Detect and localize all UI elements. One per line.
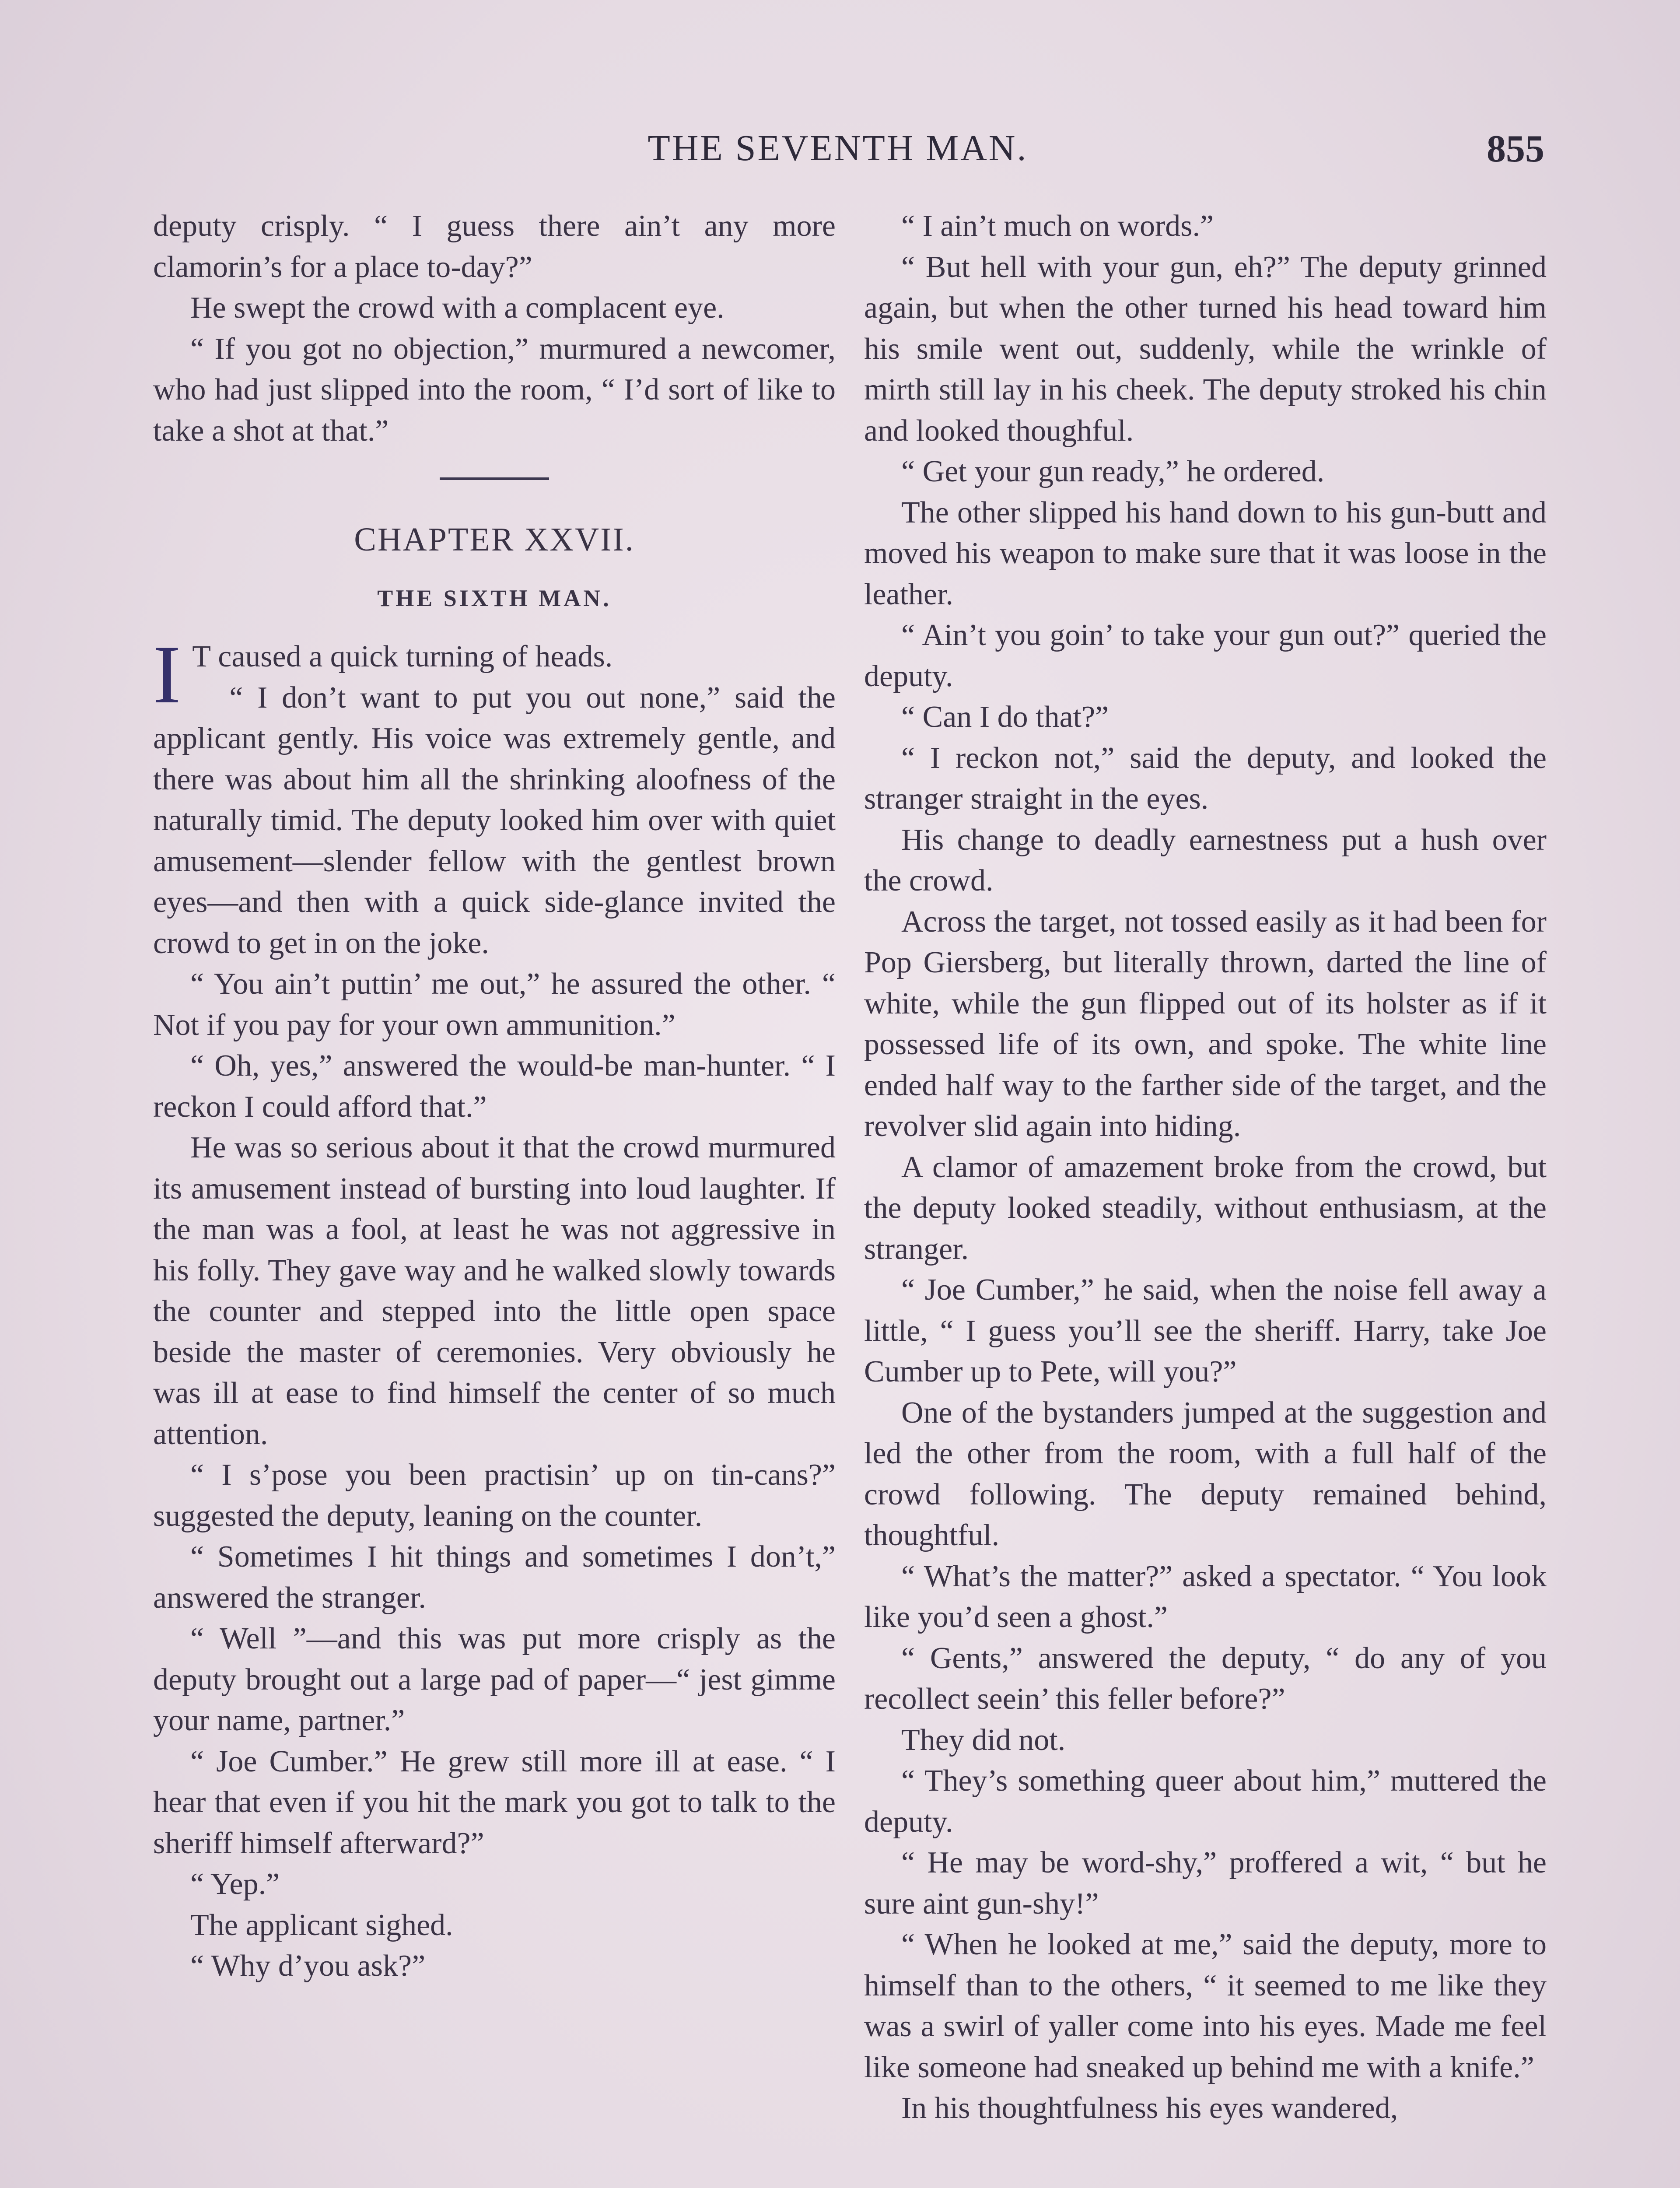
running-head: THE SEVENTH MAN. [648, 128, 1028, 168]
paragraph: “ When he looked at me,” said the deputy, more to himself than to the others, “ it seemed to me like they was a swirl of yaller come into his eyes. Made me feel like someone had sneaked up behind me with a knife.” [864, 1928, 1547, 2084]
page-header [131, 127, 1544, 184]
paragraph: “ Well ”—and this was put more crisply as the deputy brought out a large pad of paper—“ jest gimme your name, partner.” [153, 1622, 836, 1737]
paragraph: “ He may be word-shy,” proffered a wit, “ but he sure aint gun-shy!” [864, 1846, 1547, 1921]
paragraph: “ Ain’t you goin’ to take your gun out?” queried the deputy. [864, 618, 1547, 693]
chapter-title: CHAPTER XXVII. [354, 521, 635, 558]
paragraph: “ Can I do that?” [901, 700, 1109, 734]
right-column [864, 206, 1547, 2129]
paragraph: “ Get your gun ready,” he ordered. [901, 455, 1325, 488]
paragraph: “ You ain’t puttin’ me out,” he assured the other. “ Not if you pay for your own ammunition.” [153, 967, 836, 1042]
paragraph: “ If you got no objection,” murmured a newcomer, who had just slipped into the room, “ I’d sort of like to take a shot at that.” [153, 332, 836, 448]
paragraph: In his thoughtfulness his eyes wandered, [901, 2091, 1398, 2125]
paragraph: “ Oh, yes,” answered the would-be man-hunter. “ I reckon I could afford that.” [153, 1049, 836, 1124]
paragraph: “ Joe Cumber.” He grew still more ill at ease. “ I hear that even if you hit the mark you got to talk to the sheriff himself afterward?” [153, 1744, 836, 1860]
paragraph: “ But hell with your gun, eh?” The deputy grinned again, but when the other turned his head toward him his smile went out, suddenly, while the wrinkle of mirth still lay in his cheek. The deputy stroked his chin and looked thoughful. [864, 250, 1547, 448]
paragraph: One of the bystanders jumped at the suggestion and led the other from the room, with a full half of the crowd following. The deputy remained behind, thoughtful. [864, 1396, 1547, 1552]
paragraph: “ They’s something queer about him,” muttered the deputy. [864, 1764, 1547, 1839]
paragraph: “ I s’pose you been practisin’ up on tin-cans?” suggested the deputy, leaning on the counter. [153, 1458, 836, 1533]
paragraph: They did not. [901, 1723, 1066, 1757]
paragraph: Across the target, not tossed easily as it had been for Pop Giersberg, but literally thrown, darted the line of white, while the gun flipped out of its holster as if it possessed life of its own, and spoke. The white line ended half way to the farther side of the target, and the revolver slid again into hiding. [864, 905, 1547, 1143]
left-column [153, 206, 836, 1987]
paragraph: He was so serious about it that the crowd murmured its amusement instead of bursting into loud laughter. If the man was a fool, at least he was not aggressive in his folly. They gave way and he walked slowly towards the counter and stepped into the little open space beside the master of ceremonies. Very obviously he was ill at ease to find himself the center of so much attention. [153, 1131, 836, 1451]
paragraph: His change to deadly earnestness put a hush over the crowd. [864, 823, 1547, 898]
opening-text: T caused a quick turning of heads. [192, 640, 613, 673]
paragraph: “ What’s the matter?” asked a spectator. “ You look like you’d seen a ghost.” [864, 1559, 1547, 1634]
paragraph: “ Sometimes I hit things and sometimes I don’t,” answered the stranger. [153, 1540, 836, 1615]
opening-paragraph [153, 629, 836, 721]
paragraph: “ Yep.” [190, 1867, 280, 1901]
page-number: 855 [1487, 128, 1544, 170]
paragraph: A clamor of amazement broke from the crowd, but the deputy looked steadily, without enthusiasm, at the stranger. [864, 1150, 1547, 1266]
paragraph: He swept the crowd with a complacent eye. [190, 291, 724, 325]
paragraph: The other slipped his hand down to his gun-butt and moved his weapon to make sure that it was loose in the leather. [864, 495, 1547, 611]
chapter-subtitle: THE SIXTH MAN. [377, 585, 612, 611]
paragraph: “ Gents,” answered the deputy, “ do any of you recollect seein’ this feller before?” [864, 1641, 1547, 1716]
paragraph: The applicant sighed. [190, 1908, 453, 1942]
paragraph: “ I ain’t much on words.” [901, 209, 1214, 243]
paragraph: “ I don’t want to put you out none,” said the applicant gently. His voice was extremely gentle, and there was about him all the shrinking aloofness of the naturally timid. The deputy looked him over with quiet amusement—slender fellow with the gentlest brown eyes—and then with a quick side-glance invited the crowd to get in on the joke. [153, 680, 836, 960]
paragraph: “ Why d’you ask?” [190, 1949, 426, 1983]
drop-cap: I [153, 629, 181, 721]
paragraph: “ Joe Cumber,” he said, when the noise fell away a little, “ I guess you’ll see the sheriff. Harry, take Joe Cumber up to Pete, will you?” [864, 1273, 1547, 1389]
section-divider [440, 477, 549, 480]
paragraph: deputy crisply. “ I guess there ain’t any more clamorin’s for a place to-day?” [153, 209, 836, 284]
paragraph: “ I reckon not,” said the deputy, and looked the stranger straight in the eyes. [864, 741, 1547, 816]
